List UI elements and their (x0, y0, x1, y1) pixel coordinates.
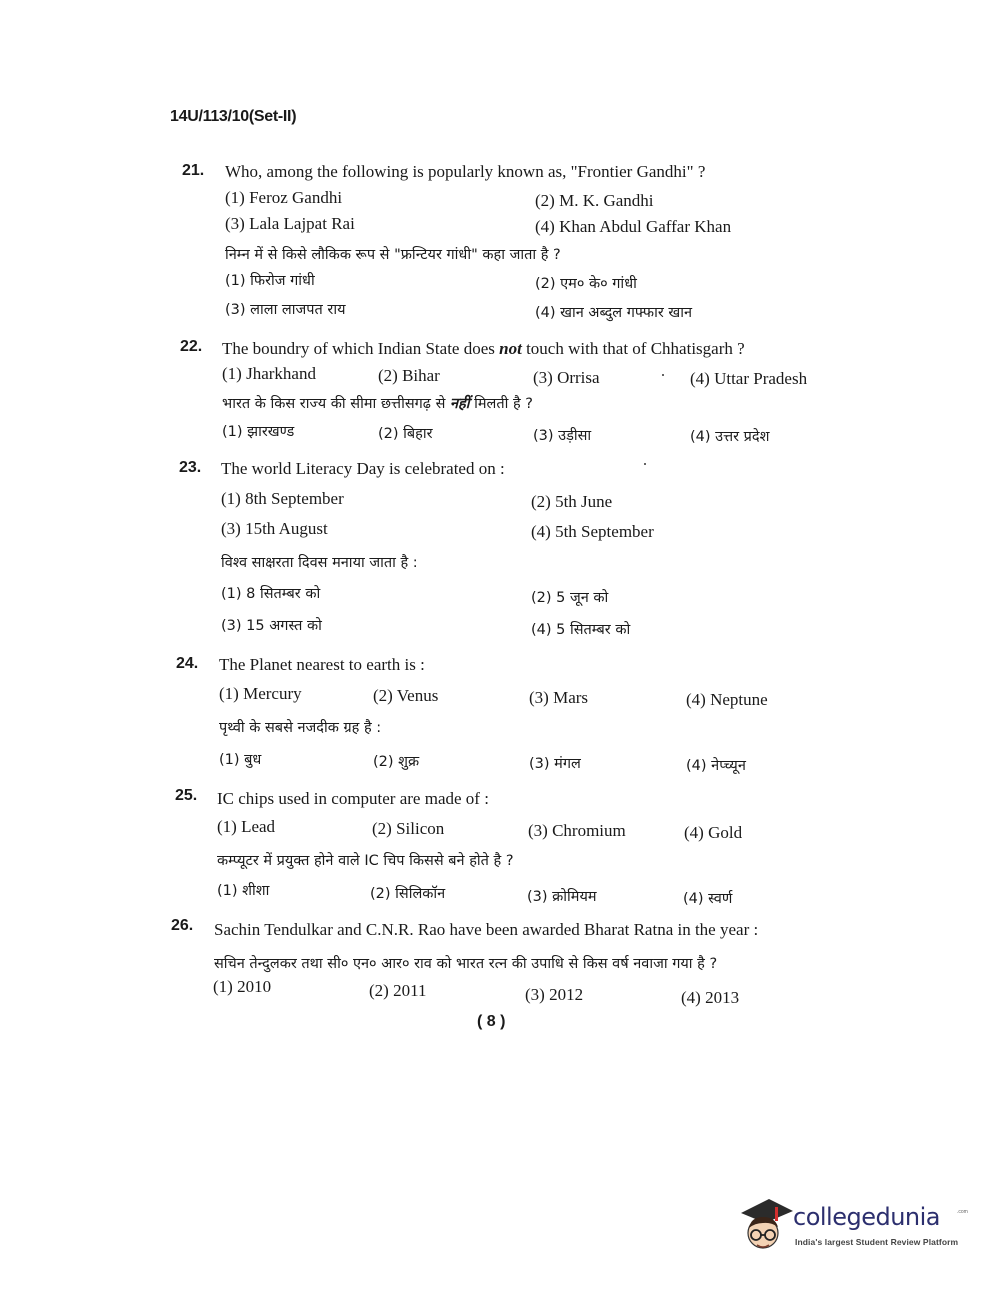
scan-speck (662, 374, 664, 376)
option-2-hi: (2) बिहार (378, 426, 433, 442)
option-2-en: (2) M. K. Gandhi (535, 191, 654, 210)
emphasis-not: not (499, 339, 522, 358)
option-1-hi: (1) शीशा (217, 883, 270, 899)
option-4-hi: (4) नेप्च्यून (686, 758, 746, 774)
option-4-hi: (4) स्वर्ण (683, 891, 733, 907)
option-2: (2) 2011 (369, 981, 427, 1000)
option-2-hi: (2) शुक्र (373, 754, 420, 770)
question-number: 26. (171, 917, 194, 934)
question-text-en: Sachin Tendulkar and C.N.R. Rao have been awarded Bharat Ratna in the year : (214, 920, 759, 939)
option-4-en: (4) 5th September (531, 522, 654, 541)
option-1-en: (1) Jharkhand (222, 364, 316, 383)
option-2-en: (2) Venus (373, 686, 439, 705)
option-1-hi: (1) फिरोज गांधी (225, 273, 315, 289)
logo-tagline: India's largest Student Review Platform (795, 1237, 959, 1247)
logo-domain: .com (957, 1209, 968, 1215)
option-4-en: (4) Neptune (686, 690, 768, 709)
question-text-en: Who, among the following is popularly known as, "Frontier Gandhi" ? (225, 162, 706, 181)
option-1-hi: (1) बुध (219, 752, 262, 768)
question-text-en: The Planet nearest to earth is : (219, 655, 425, 674)
question-text-en: IC chips used in computer are made of : (217, 789, 489, 808)
option-2-en: (2) 5th June (531, 492, 613, 511)
question-text-hi: पृथ्वी के सबसे नजदीक ग्रह है : (219, 720, 382, 736)
option-3-hi: (3) उड़ीसा (533, 428, 592, 444)
question-text-hi: निम्न में से किसे लौकिक रूप से "फ्रन्टियर गांधी" कहा जाता है ? (225, 247, 561, 263)
page-number: ( 8 ) (477, 1013, 506, 1030)
option-1-en: (1) 8th September (221, 489, 344, 508)
paper-code: 14U/113/10(Set-II) (170, 108, 297, 125)
option-2-hi: (2) 5 जून को (531, 590, 609, 606)
question-number: 21. (182, 162, 205, 179)
option-3: (3) 2012 (525, 985, 584, 1004)
option-2-hi: (2) एम० के० गांधी (535, 276, 637, 292)
question-text-hi: विश्व साक्षरता दिवस मनाया जाता है : (221, 555, 418, 571)
question-text-hi: कम्प्यूटर में प्रयुक्त होने वाले IC चिप किससे बने होते है ? (217, 853, 514, 869)
option-3-en: (3) Chromium (528, 821, 626, 840)
option-1: (1) 2010 (213, 977, 272, 996)
option-3-hi: (3) 15 अगस्त को (221, 618, 322, 634)
mascot-icon (735, 1195, 795, 1263)
option-2-hi: (2) सिलिकॉन (370, 886, 446, 902)
option-4: (4) 2013 (681, 988, 740, 1007)
option-1-en: (1) Feroz Gandhi (225, 188, 343, 207)
option-4-hi: (4) उत्तर प्रदेश (690, 429, 770, 445)
logo-wordmark: collegedunia (793, 1203, 941, 1231)
option-4-en: (4) Gold (684, 823, 743, 842)
emphasis-nahi: नहीं (449, 396, 470, 412)
question-text-hi: भारत के किस राज्य की सीमा छत्तीसगढ़ से नहीं मिलती है ? (222, 396, 534, 412)
option-3-hi: (3) मंगल (529, 756, 581, 772)
option-1-en: (1) Mercury (219, 684, 302, 703)
question-number: 25. (175, 787, 198, 804)
question-text-en: The world Literacy Day is celebrated on : (221, 459, 505, 478)
option-3-en: (3) Lala Lajpat Rai (225, 214, 355, 233)
question-number: 24. (176, 655, 199, 672)
option-1-hi: (1) झारखण्ड (222, 424, 295, 440)
question-text-hi: सचिन तेन्दुलकर तथा सी० एन० आर० राव को भारत रत्न की उपाधि से किस वर्ष नवाजा गया है ? (214, 956, 718, 972)
option-1-hi: (1) 8 सितम्बर को (221, 586, 321, 602)
option-4-en: (4) Khan Abdul Gaffar Khan (535, 217, 732, 236)
option-3-hi: (3) क्रोमियम (527, 889, 597, 905)
question-number: 23. (179, 459, 202, 476)
question-number: 22. (180, 338, 203, 355)
option-3-en: (3) 15th August (221, 519, 328, 538)
option-4-hi: (4) खान अब्दुल गफ्फार खान (535, 305, 693, 321)
question-text-en: The boundry of which Indian State does not touch with that of Chhatisgarh ? (222, 339, 745, 358)
option-3-en: (3) Orrisa (533, 368, 600, 387)
option-3-en: (3) Mars (529, 688, 589, 707)
option-2-en: (2) Silicon (372, 819, 445, 838)
option-3-hi: (3) लाला लाजपत राय (225, 302, 346, 318)
collegedunia-logo (735, 1195, 968, 1265)
option-1-en: (1) Lead (217, 817, 276, 836)
option-2-en: (2) Bihar (378, 366, 440, 385)
scan-speck (644, 463, 646, 465)
option-4-en: (4) Uttar Pradesh (690, 369, 808, 388)
option-4-hi: (4) 5 सितम्बर को (531, 622, 631, 638)
